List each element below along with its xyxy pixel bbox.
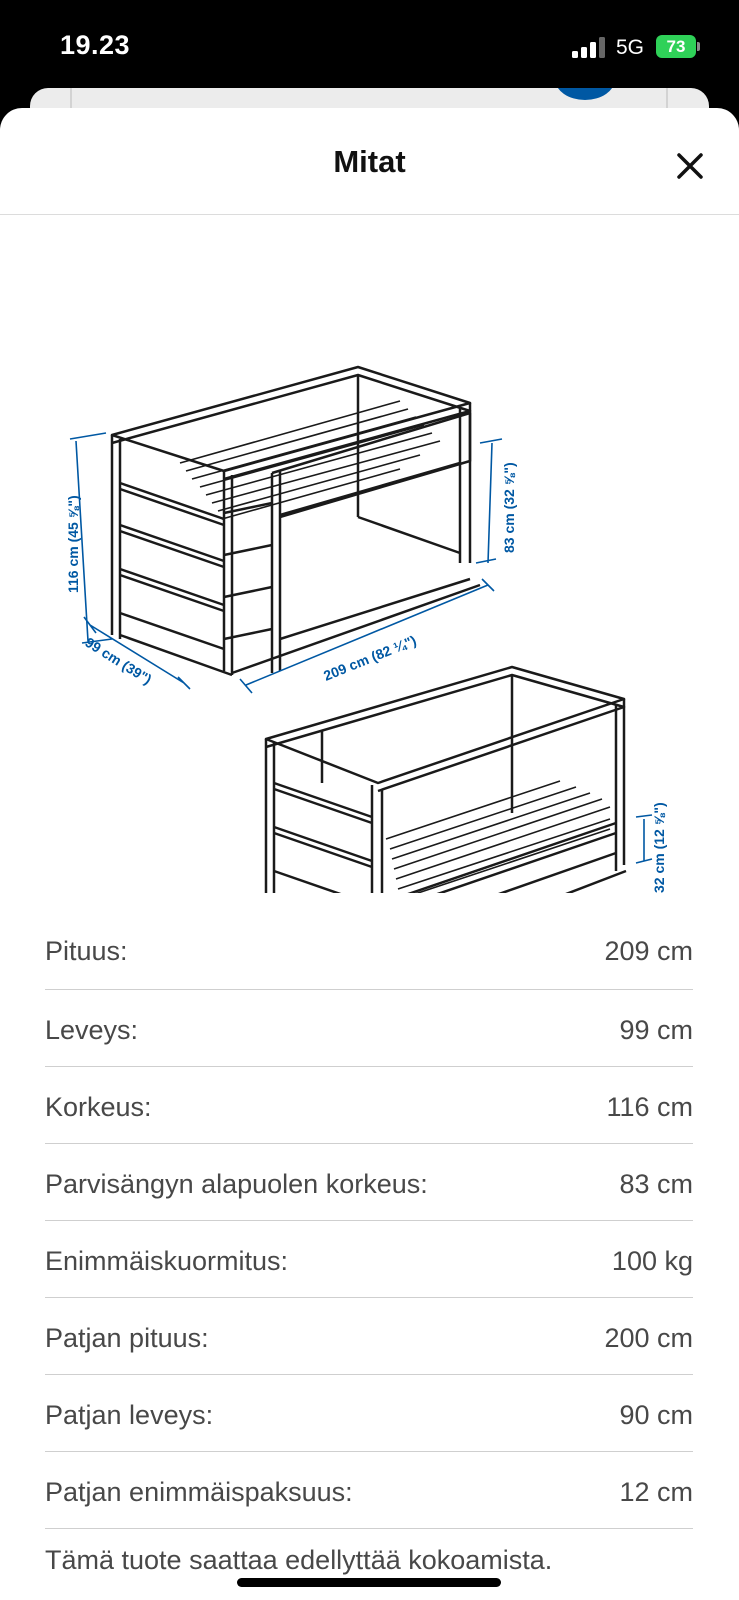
spec-row bbox=[45, 1298, 693, 1375]
spec-label: Parvisängyn alapuolen korkeus: bbox=[45, 1168, 428, 1199]
spec-row bbox=[45, 909, 693, 990]
dim-under-bed-height: 83 cm (32 ⅝") bbox=[501, 462, 517, 553]
spec-value: 12 cm bbox=[619, 1476, 693, 1507]
dim-length: 209 cm (82 ¼") bbox=[321, 632, 419, 684]
dimensions-sheet bbox=[0, 108, 739, 1600]
spec-value: 100 kg bbox=[611, 1245, 693, 1276]
spec-label: Patjan enimmäispaksuus: bbox=[45, 1476, 353, 1507]
bed-dimension-diagram bbox=[40, 253, 700, 893]
dim-low-height: 32 cm (12 ⅝") bbox=[651, 802, 667, 893]
spec-value: 209 cm bbox=[604, 935, 693, 966]
status-bar bbox=[0, 0, 739, 95]
home-indicator[interactable] bbox=[237, 1578, 501, 1587]
battery-cap bbox=[697, 42, 700, 51]
modal-title: Mitat bbox=[333, 144, 406, 179]
spec-row bbox=[45, 1375, 693, 1452]
assembly-note: Tämä tuote saattaa edellyttää kokoamista. bbox=[45, 1545, 553, 1575]
spec-label: Patjan leveys: bbox=[45, 1399, 214, 1430]
close-icon[interactable] bbox=[668, 144, 712, 188]
sheet-header bbox=[0, 108, 739, 215]
network-type: 5G bbox=[616, 36, 645, 59]
battery-level: 73 bbox=[666, 37, 686, 56]
spec-row bbox=[45, 1067, 693, 1144]
spec-value: 200 cm bbox=[604, 1322, 693, 1353]
spec-label: Patjan pituus: bbox=[45, 1322, 209, 1353]
spec-label: Leveys: bbox=[45, 1014, 139, 1045]
spec-label: Enimmäiskuormitus: bbox=[45, 1245, 289, 1276]
spec-label: Pituus: bbox=[45, 935, 128, 966]
spec-value: 99 cm bbox=[619, 1014, 693, 1045]
dim-total-height: 116 cm (45 ⅝") bbox=[65, 495, 81, 593]
spec-value: 83 cm bbox=[619, 1168, 693, 1199]
spec-row bbox=[45, 990, 693, 1067]
spec-value: 116 cm bbox=[606, 1091, 693, 1122]
spec-value: 90 cm bbox=[619, 1399, 693, 1430]
battery-icon bbox=[656, 35, 696, 58]
spec-row bbox=[45, 1144, 693, 1221]
spec-row bbox=[45, 1221, 693, 1298]
status-time: 19.23 bbox=[60, 30, 131, 60]
signal-icon bbox=[572, 36, 606, 58]
dim-width: 99 cm (39") bbox=[82, 633, 155, 688]
spec-label: Korkeus: bbox=[45, 1091, 152, 1122]
specs-table bbox=[45, 909, 693, 1529]
spec-row bbox=[45, 1452, 693, 1529]
